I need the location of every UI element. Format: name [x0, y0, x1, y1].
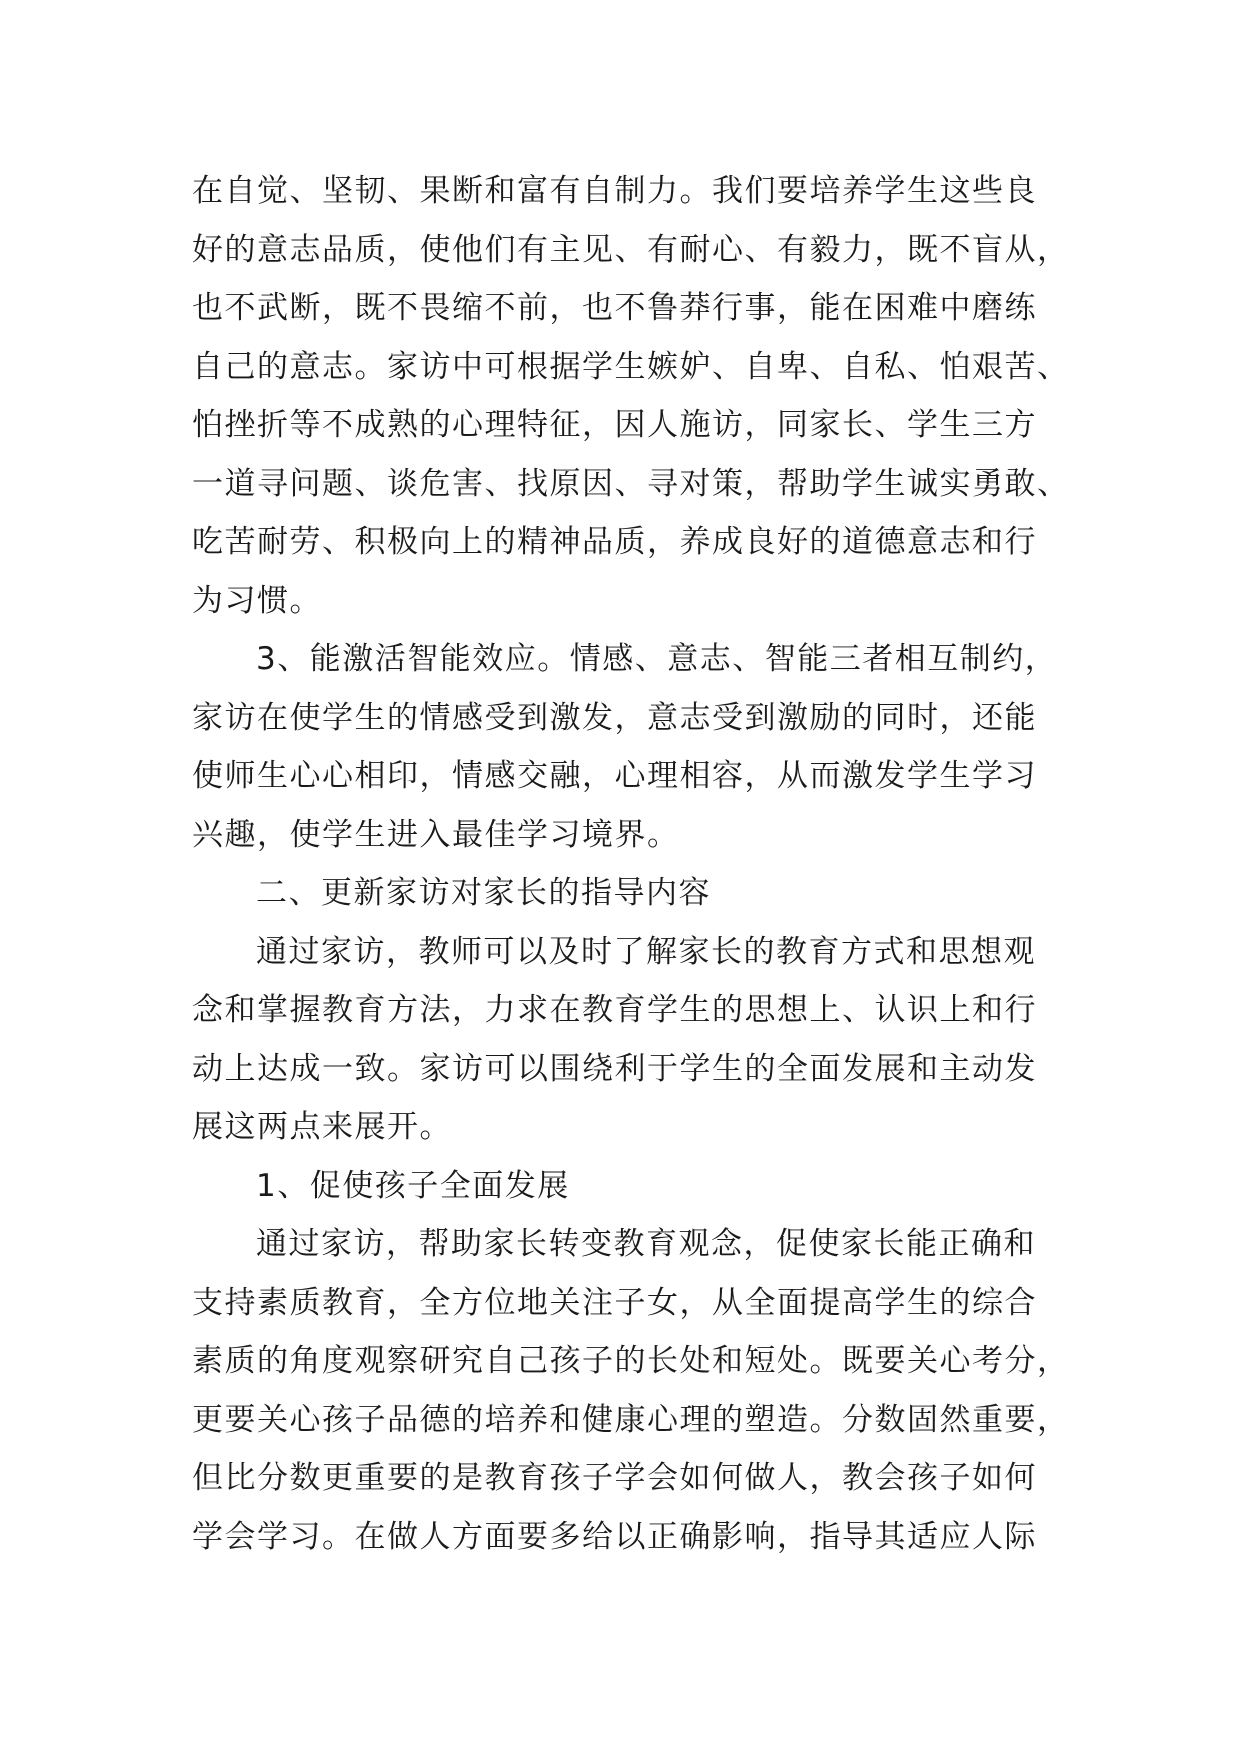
- text-line: 1、促使孩子全面发展: [256, 1167, 570, 1204]
- text-line: 使师生心心相印，情感交融，心理相容，从而激发学生学习: [192, 758, 1037, 794]
- text-line: 吃苦耐劳、积极向上的精神品质，养成良好的道德意志和行: [192, 524, 1037, 560]
- text-line: 但比分数更重要的是教育孩子学会如何做人，教会孩子如何: [192, 1460, 1037, 1496]
- text-line: 通过家访，教师可以及时了解家长的教育方式和思想观: [256, 933, 1036, 970]
- text-line: 通过家访，帮助家长转变教育观念，促使家长能正确和: [256, 1226, 1036, 1262]
- text-line: 念和掌握教育方法，力求在教育学生的思想上、认识上和行: [192, 992, 1037, 1028]
- document-body: [192, 162, 1072, 1566]
- text-line: 动上达成一致。家访可以围绕利于学生的全面发展和主动发: [192, 1050, 1037, 1087]
- text-line: 学会学习。在做人方面要多给以正确影响，指导其适应人际: [192, 1518, 1037, 1555]
- text-line: 素质的角度观察研究自己孩子的长处和短处。既要关心考分，: [192, 1343, 1070, 1379]
- text-line: 兴趣，使学生进入最佳学习境界。: [192, 816, 680, 853]
- text-line: 自己的意志。家访中可根据学生嫉妒、自卑、自私、怕艰苦、: [192, 348, 1070, 385]
- text-line: 一道寻问题、谈危害、找原因、寻对策，帮助学生诚实勇敢、: [192, 465, 1070, 502]
- text-line: 二、更新家访对家长的指导内容: [256, 875, 711, 911]
- text-line: 怕挫折等不成熟的心理特征，因人施访，同家长、学生三方: [192, 407, 1037, 443]
- text-line: 支持素质教育，全方位地关注子女，从全面提高学生的综合: [192, 1284, 1037, 1321]
- text-line: 更要关心孩子品德的培养和健康心理的塑造。分数固然重要，: [192, 1401, 1070, 1438]
- text-line: 为习惯。: [192, 582, 322, 619]
- text-line: 3、能激活智能效应。情感、意志、智能三者相互制约，: [256, 641, 1058, 677]
- text-line: 好的意志品质，使他们有主见、有耐心、有毅力，既不盲从，: [192, 231, 1070, 268]
- text-line: 家访在使学生的情感受到激发，意志受到激励的同时，还能: [192, 699, 1037, 736]
- text-line: 展这两点来展开。: [192, 1109, 452, 1145]
- text-line: 在自觉、坚韧、果断和富有自制力。我们要培养学生这些良: [192, 173, 1037, 209]
- text-line: 也不武断，既不畏缩不前，也不鲁莽行事，能在困难中磨练: [192, 290, 1037, 326]
